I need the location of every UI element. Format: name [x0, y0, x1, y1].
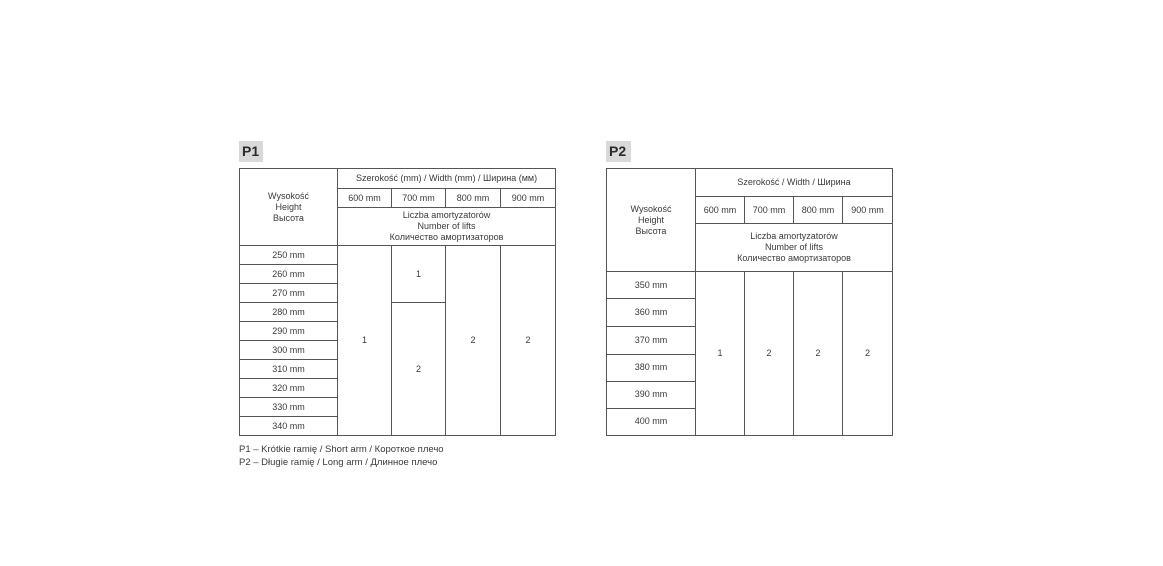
p1-height-row: 330 mm [240, 398, 338, 417]
p2-width-900: 900 mm [843, 197, 893, 224]
p2-height-row: 350 mm [607, 272, 696, 299]
p2-height-row: 370 mm [607, 326, 696, 354]
p1-width-header: Szerokość (mm) / Width (mm) / Ширина (мм) [338, 169, 556, 189]
legend-p1: P1 – Krótkie ramię / Short arm / Короткое плечо [239, 444, 444, 455]
p2-width-600: 600 mm [696, 197, 745, 224]
p1-value-700-short: 1 [392, 246, 446, 303]
p2-lifts-header: Liczba amortyzatorów Number of lifts Количество амортизаторов [696, 224, 893, 272]
legend-p2: P2 – Długie ramię / Long arm / Длинное плечо [239, 457, 438, 468]
p1-width-800: 800 mm [446, 189, 501, 208]
p1-value-800: 2 [446, 246, 501, 436]
p1-value-600: 1 [338, 246, 392, 436]
p1-width-900: 900 mm [501, 189, 556, 208]
p1-table [239, 168, 556, 436]
p1-value-900: 2 [501, 246, 556, 436]
p1-width-600: 600 mm [338, 189, 392, 208]
p2-height-row: 360 mm [607, 299, 696, 326]
p2-value-900: 2 [843, 272, 893, 436]
p1-height-row: 310 mm [240, 360, 338, 379]
p2-width-header: Szerokość / Width / Ширина [696, 169, 893, 197]
p1-lifts-header: Liczba amortyzatorów Number of lifts Количество амортизаторов [338, 208, 556, 246]
p2-value-800: 2 [794, 272, 843, 436]
p2-height-header: Wysokość Height Высота [607, 169, 696, 272]
p2-table [606, 168, 893, 436]
p1-width-700: 700 mm [392, 189, 446, 208]
p1-height-row: 280 mm [240, 303, 338, 322]
p2-width-800: 800 mm [794, 197, 843, 224]
p2-height-row: 390 mm [607, 381, 696, 408]
p2-value-700: 2 [745, 272, 794, 436]
legend [239, 443, 444, 469]
p1-height-row: 300 mm [240, 341, 338, 360]
p1-height-row: 260 mm [240, 265, 338, 284]
p2-label: P2 [606, 141, 631, 162]
p1-value-700-long: 2 [392, 303, 446, 436]
p1-label: P1 [239, 141, 263, 162]
p1-height-row: 290 mm [240, 322, 338, 341]
p2-value-600: 1 [696, 272, 745, 436]
p2-width-700: 700 mm [745, 197, 794, 224]
p1-height-row: 250 mm [240, 246, 338, 265]
p1-height-row: 320 mm [240, 379, 338, 398]
p1-height-header: Wysokość Height Высота [240, 169, 338, 246]
p2-height-row: 400 mm [607, 408, 696, 435]
p1-height-row: 340 mm [240, 417, 338, 436]
p1-height-row: 270 mm [240, 284, 338, 303]
p2-height-row: 380 mm [607, 354, 696, 381]
